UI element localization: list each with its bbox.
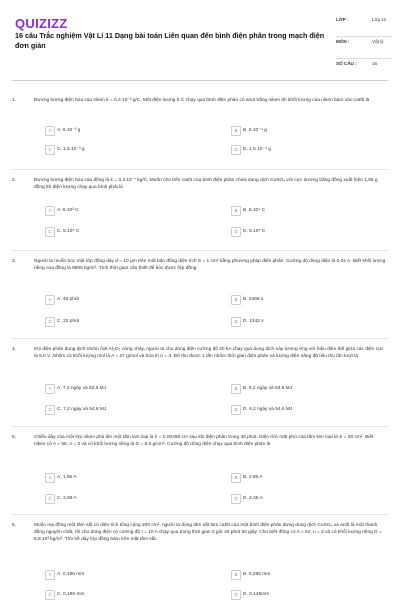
option-b[interactable] (220, 125, 386, 136)
option-a[interactable] (34, 125, 200, 136)
option-text: B. 2,85 A (243, 475, 263, 480)
option-c[interactable] (34, 316, 200, 327)
option-text: B. 6,2 ngày và 53,6 MJ (243, 386, 293, 391)
question-text: Muốn mạ đồng một tấm sắt có diện tích tổng cộng 200 cm², người ta dùng tấm sắt làm catốt của một bình điện phân đựng dung dịch CuSO₄ và anốt là một thanh đồng nguyên chất, rồi cho dòng điện có cường độ I = 10 A chạy qua trong thời gian 2 giờ 40 phút 50 giây. Cho biết đồng có A = 64; n = 2 và có khối lượng riêng D = 8,9.10³ kg/m³. Tìm bề dày lớp đồng bám trên mặt tấm sắt. (34, 523, 382, 542)
question-number: 3. (12, 259, 17, 264)
option-text: C. 0,180 mm (57, 592, 85, 597)
option-badge: B (231, 473, 241, 483)
option-badge: A (45, 206, 55, 216)
option-text: A. 7,2 ngày và 53,6 MJ (57, 386, 107, 391)
option-badge: A (45, 295, 55, 305)
option-badge: D (231, 145, 241, 155)
option-badge: A (45, 126, 55, 136)
meta-divider (336, 58, 392, 59)
lop-value: Lớp 11 (372, 17, 387, 22)
option-d[interactable] (220, 493, 386, 504)
option-badge: C (45, 405, 55, 415)
option-text: A. 6.10⁻³ g (57, 128, 81, 133)
option-text: D. 5.10⁶ C (243, 229, 266, 234)
option-text: C. 22 phút (57, 319, 80, 324)
mon-label: MÔN : (336, 39, 350, 44)
question-number: 1. (12, 98, 17, 103)
question-divider (12, 250, 388, 251)
option-badge: C (45, 494, 55, 504)
option-badge: B (231, 384, 241, 394)
option-d[interactable] (220, 404, 386, 415)
option-text: D. 0,145mm (243, 592, 270, 597)
question-divider (12, 338, 388, 339)
option-badge: D (231, 227, 241, 237)
option-badge: D (231, 590, 241, 600)
option-badge: C (45, 145, 55, 155)
socau-value: 16 (372, 61, 378, 66)
option-badge: C (45, 227, 55, 237)
option-text: B. 6.10⁻⁴ g (243, 128, 267, 133)
option-text: A. 45 phút (57, 297, 79, 302)
option-c[interactable] (34, 404, 200, 415)
option-badge: A (45, 570, 55, 580)
question-divider (12, 426, 388, 427)
option-b[interactable] (220, 383, 386, 394)
option-d[interactable] (220, 144, 386, 155)
option-b[interactable] (220, 569, 386, 580)
option-text: B. 5.10⁴ C (243, 208, 266, 213)
question-number: 5. (12, 435, 17, 440)
header (0, 0, 400, 86)
option-a[interactable] (34, 205, 200, 216)
option-text: D. 1342 s (243, 319, 264, 324)
option-b[interactable] (220, 472, 386, 483)
option-text: A. 5.10³ C (57, 208, 79, 213)
meta-mon (336, 37, 392, 59)
brand-logo: QUIZIZZ (15, 16, 68, 31)
question-divider (12, 169, 388, 170)
option-text: C. 5.10⁵ C (57, 229, 80, 234)
option-badge: D (231, 405, 241, 415)
meta-panel (336, 15, 392, 71)
option-a[interactable] (34, 569, 200, 580)
option-badge: B (231, 126, 241, 136)
option-badge: A (45, 473, 55, 483)
option-c[interactable] (34, 144, 200, 155)
option-d[interactable] (220, 316, 386, 327)
question-text: Đương lượng điện hóa của đồng là k = 3,3.10⁻⁷ kg/C. Muốn cho trên catôt của bình điện phân chứa dung dịch CuSO₄ với cực dương bằng đồng xuất hiện 1,65 g đồng thì điện lượng chạy qua bình phải là (34, 178, 378, 190)
question-text: Đương lượng điện hóa của niken k = 0,3.10⁻³ g/C. Một điện lượng 5 C chạy qua bình điện phân có anot bằng niken thì khối lượng của niken bám vào catốt là (34, 98, 370, 103)
meta-socau (336, 59, 392, 71)
option-text: D. 2,45 A (243, 496, 263, 501)
option-a[interactable] (34, 383, 200, 394)
header-divider (12, 80, 388, 81)
option-c[interactable] (34, 589, 200, 600)
option-a[interactable] (34, 472, 200, 483)
meta-divider (336, 36, 392, 37)
page-title: 16 câu Trắc nghiệm Vật Lí 11 Dạng bài toán Liên quan đến bình điện phân trong mạch điện đơn giản (15, 31, 325, 50)
lop-label: LỚP : (336, 17, 349, 22)
option-c[interactable] (34, 493, 200, 504)
option-badge: C (45, 317, 55, 327)
option-text: B. 0,285 mm (243, 572, 271, 577)
option-b[interactable] (220, 205, 386, 216)
meta-lop (336, 15, 392, 37)
option-b[interactable] (220, 294, 386, 305)
question-text: Khi điện phân dung dịch nhôm ôxit Al₂O₃ nóng chảy, người ta cho dòng điện cường độ 20 kA chạy qua dung dịch này tương ứng với hiệu điện thế giữa các điện cực là 5,0 V. Nhôm có khối lượng mol là A = 27 g/mol và hóa trị n = 3. Để thu được 1 tấn nhôm thời gian điện phân và lượng điện năng đã tiêu thụ lần lượt là (34, 347, 384, 359)
option-badge: B (231, 295, 241, 305)
option-text: D. 1,5.10⁻⁴ g (243, 147, 272, 152)
socau-label: SỐ CÂU : (336, 61, 357, 66)
option-text: A. 1,96 A (57, 475, 77, 480)
option-badge: C (45, 590, 55, 600)
option-d[interactable] (220, 589, 386, 600)
option-c[interactable] (34, 226, 200, 237)
question-text: Chiều dày của một lớp niken phủ lên một tấm kim loại là h = 0,00496 cm sau khi điện phân trong 30 phút. Diện tích mặt phủ của tấm kim loại là S = 30 cm². Biết niken có A = 58, n = 2 và có khối lượng riêng là D = 8,9 g/cm³. Cường độ dòng điện chạy qua bình điện phân là (34, 435, 374, 447)
option-badge: D (231, 494, 241, 504)
option-badge: D (231, 317, 241, 327)
option-text: C. 2,68 A (57, 496, 77, 501)
question-number: 2. (12, 178, 17, 183)
option-a[interactable] (34, 294, 200, 305)
option-text: C. 7,2 ngày và 54,6 MJ (57, 407, 107, 412)
question-number: 6. (12, 523, 17, 528)
option-badge: B (231, 570, 241, 580)
option-badge: B (231, 206, 241, 216)
option-d[interactable] (220, 226, 386, 237)
option-text: B. 2468 s (243, 297, 264, 302)
option-text: C. 1,5.10⁻³ g (57, 147, 85, 152)
option-text: A. 0,196 mm (57, 572, 85, 577)
mon-value: Vật lý (372, 39, 384, 44)
question-number: 4. (12, 347, 17, 352)
option-badge: A (45, 384, 55, 394)
option-text: D. 6,2 ngày và 54,6 MJ (243, 407, 293, 412)
question-text: Người ta muốn bóc một lớp đồng dày d = 10 μm trên một bản đồng diện tích S = 1 cm² bằng phương pháp điện phân. Cường độ dòng điện là 0,02 A. Biết khối lượng riêng của đồng là 8900 kg/m³. Tính thời gian cần thiết để bóc được lớp đồng (34, 259, 386, 271)
question-divider (12, 514, 388, 515)
